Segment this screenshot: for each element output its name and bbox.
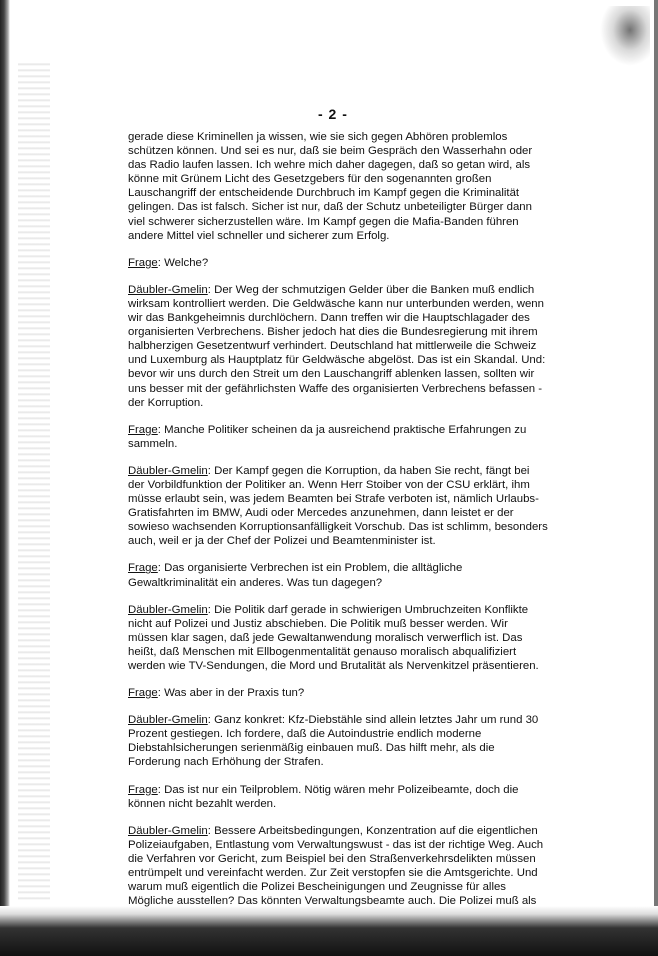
- paragraph-text: : Die Politik darf gerade in schwierigen Umbruchzeiten Konflikte nicht auf Polizei und Justiz abschieben. Die Politik muß besser werden. Wir müssen klar sagen, daß jede Gewaltanwendung moralisch verwerflich ist. Das heißt, daß Menschen mit Ellbogenmentalität genauso moralisch abqualifiziert werden wie TV-Sendungen, die Mord und Brutalität als Nervenkitzel präsentieren.: [128, 603, 539, 672]
- speaker-label: Däubler-Gmelin: [128, 603, 208, 616]
- scan-left-edge: [0, 0, 10, 956]
- speaker-label: Frage: [128, 783, 158, 796]
- speaker-label: Frage: [128, 562, 158, 575]
- page-number: - 2 -: [318, 106, 348, 122]
- speaker-label: Däubler-Gmelin: [128, 824, 208, 837]
- paragraph-text: : Der Kampf gegen die Korruption, da haben Sie recht, fängt bei der Vorbildfunktion der Politiker an. Wenn Herr Stoiber von der CSU erklärt, ihm müsse erlaubt sein, was jedem Beamten bei Strafe verboten ist, nämlich Urlaubs-Gratisfahrten im BMW, Audi oder Mercedes anzunehmen, dann leistet er der sowieso wachsenden Korruptionsanfälligkeit Vorschub. Das ist schlimm, besonders auch, weil er ja der Chef der Polizei und Beamtenminister ist.: [128, 464, 548, 548]
- paragraph-text: : Manche Politiker scheinen da ja ausreichend praktische Erfahrungen zu sammeln.: [128, 423, 527, 450]
- paragraph-text: : Der Weg der schmutzigen Gelder über die Banken muß endlich wirksam kontrolliert werden. Die Geldwäsche kann nur unterbunden werden, wenn wir das Bankgeheimnis durchlöchern. Dann treffen wir die Hauptschlagader des organisierten Verbrechens. Bisher jedoch hat dies die Bundesregierung mit ihrem halbherzigen Gesetzentwurf verhindert. Deutschland hat mittlerweile die Schweiz und Luxemburg als Hauptplatz für Geldwäsche abgelöst. Das ist ein Skandal. Und: bevor wir uns durch den Streit um den Lauschangriff ablenken lassen, sollten wir uns besser mit der gefährlichsten Waffe des organisierten Verbrechens befassen - der Korruption.: [128, 283, 546, 409]
- paragraph: [128, 603, 548, 673]
- paragraph: [128, 561, 548, 589]
- paragraph: [128, 824, 548, 909]
- speaker-label: Frage: [128, 256, 158, 269]
- paragraph-text: : Ganz konkret: Kfz-Diebstähle sind allein letztes Jahr um rund 30 Prozent gestiegen. Ich fordere, daß die Autoindustrie endlich moderne Diebstahlsicherungen serienmäßig einbauen muß. Das hilft mehr, als die Forderung nach Erhöhung der Strafen.: [128, 714, 539, 769]
- paragraph-text: gerade diese Kriminellen ja wissen, wie sie sich gegen Abhören problemlos schützen können. Und sei es nur, daß sie beim Gespräch den Wasserhahn oder das Radio laufen lassen. Ich wehre mich daher dagegen, daß so getan wird, als könne mit Grünem Licht des Gesetzgebers für den sogenannten großen Lauschangriff der entscheidende Durchbruch im Kampf gegen die Kriminalität gelingen. Das ist falsch. Sicher ist nur, daß der Schutz unbeteiligter Bürger dann viel schwerer sicherzustellen wäre. Im Kampf gegen die Mafia-Banden führen andere Mittel viel schneller und sicherer zum Erfolg.: [128, 131, 533, 242]
- paragraph: [128, 464, 548, 549]
- paragraph: [128, 686, 548, 700]
- speaker-label: Frage: [128, 687, 158, 700]
- speaker-label: Frage: [128, 423, 158, 436]
- paragraph-text: : Das organisierte Verbrechen ist ein Problem, die alltägliche Gewaltkriminalität ein anderes. Was tun dagegen?: [128, 562, 463, 589]
- paragraph: [128, 423, 548, 451]
- paragraph: [128, 783, 548, 811]
- paragraph: [128, 283, 548, 410]
- speaker-label: Däubler-Gmelin: [128, 714, 208, 727]
- scan-noise: [18, 60, 50, 900]
- paragraph: [128, 713, 548, 769]
- paragraph-text: : Was aber in der Praxis tun?: [157, 687, 305, 700]
- paragraph-text: : Welche?: [157, 256, 209, 269]
- paragraph: [128, 130, 548, 243]
- speaker-label: Däubler-Gmelin: [128, 464, 208, 477]
- paragraph-text: : Bessere Arbeitsbedingungen, Konzentration auf die eigentlichen Polizeiaufgaben, Entlastung vom Verwaltungswust - das ist der richtige Weg. Auch die Verfahren vor Gericht, zum Beispiel bei den Straßenverkehrsdelikten müssen entrümpelt und vereinfacht werden. Zur Zeit verstopfen sie die Amtsgerichte. Und warum muß eigentlich die Polizei Bescheinigungen und Zeugnisse für alles Mögliche ausstellen? Das könnten Verwaltungsbeamte auch. Die Polizei muß als: [128, 824, 544, 908]
- scan-right-edge: [654, 0, 658, 956]
- paragraph: [128, 256, 548, 270]
- paragraph-text: : Das ist nur ein Teilproblem. Nötig wären mehr Polizeibeamte, doch die können nicht bezahlt werden.: [128, 783, 519, 810]
- scan-smudge: [600, 6, 650, 66]
- speaker-label: Däubler-Gmelin: [128, 283, 208, 296]
- document-body: [128, 130, 548, 921]
